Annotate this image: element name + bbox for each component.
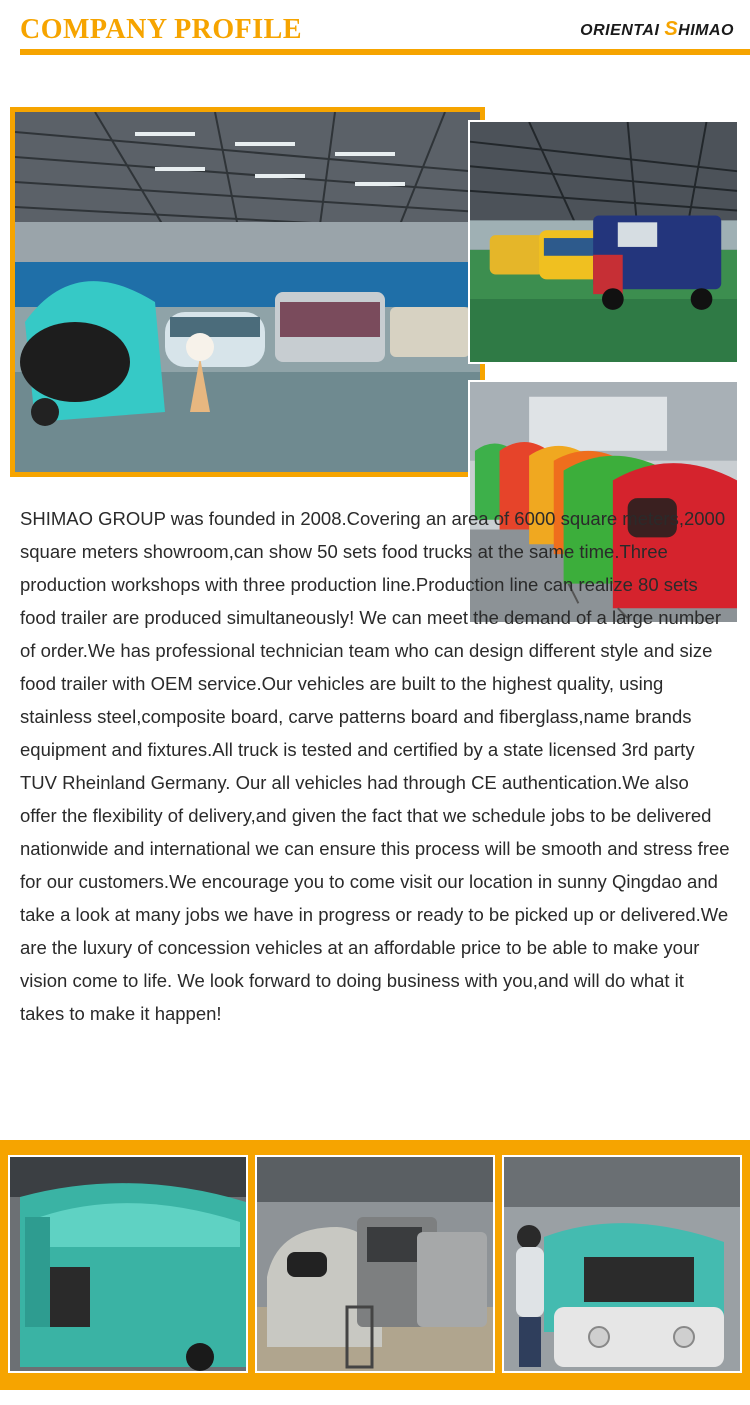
company-description-text: SHIMAO GROUP was founded in 2008.Covering an area of 6000 square meters,2000 square meters showroom,can show 50 sets food trucks at the same time.Three production workshops with three production line.Production line can realize 80 sets food trailer are produced simultaneously! We can meet the demand of a large number of order.We has professional technician team who can design different style and size food trailer with OEM service.Our vehicles are built to the highest quality, using stainless steel,composite board, carve patterns board and fiberglass,name brands equipment and fixtures.All truck is tested and certified by a state licensed 3rd party TUV Rheinland Germany. Our all vehicles had through CE authentication.We also offer the flexibility of delivery,and given the fact that we schedule jobs to be delivered nationwide and international we can ensure this process will be smooth and stress free for our customers.We encourage you to come visit our location in sunny Qingdao and take a look at many jobs we have in progress or ready to be picked up or delivered.We are the luxury of concession vehicles at an affordable price to be able to make your vision come to life. We look forward to doing business with you,and will do what it takes to make it happen! [20, 508, 730, 1024]
brand-logo [580, 18, 734, 41]
header-divider [20, 49, 750, 55]
logo-text-right: HIMAO [678, 22, 734, 39]
page-title: COMPANY PROFILE [20, 14, 303, 45]
teal-van-body-photo [8, 1155, 248, 1373]
airstream-trailers-photo [255, 1155, 495, 1373]
company-description [20, 502, 730, 1030]
logo-text-left: ORIENTAI [580, 22, 665, 39]
food-trucks-photo [468, 120, 739, 364]
logo-text-accent: S [664, 18, 679, 40]
factory-showroom-photo [10, 107, 485, 477]
worker-assembly-photo [502, 1155, 742, 1373]
